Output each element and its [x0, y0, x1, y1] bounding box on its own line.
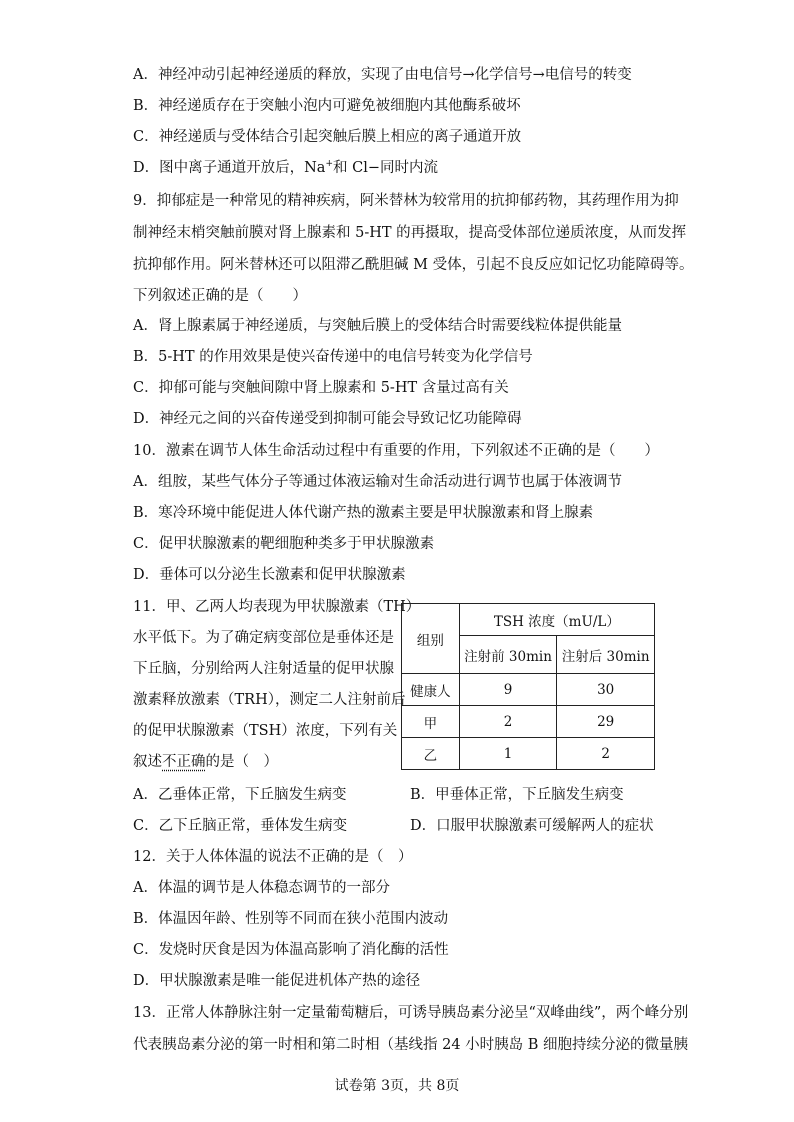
- q11-stem-line-5: 的促甲状腺激素（TSH）浓度，下列有关: [133, 723, 398, 739]
- q10-stem: 10．激素在调节人体生命活动过程中有重要的作用，下列叙述不正确的是（ ）: [133, 443, 659, 459]
- table-row: [402, 738, 655, 770]
- q11-option-a: A．乙垂体正常，下丘脑发生病变: [133, 787, 347, 803]
- q9-option-d: D．神经元之间的兴奋传递受到抑制可能会导致记忆功能障碍: [133, 411, 522, 427]
- q9-stem-line-3: 抗抑郁作用。阿米替林还可以阻滞乙酰胆碱 M 受体，引起不良反应如记忆功能障碍等。: [133, 257, 694, 273]
- q8-option-d-superscript: +: [325, 159, 334, 170]
- q12-stem: 12．关于人体体温的说法不正确的是（ ）: [133, 849, 413, 865]
- q12-option-a: A．体温的调节是人体稳态调节的一部分: [133, 880, 390, 896]
- q9-option-a: A．肾上腺素属于神经递质，与突触后膜上的受体结合时需要线粒体提供能量: [133, 318, 622, 334]
- q10-option-d: D．垂体可以分泌生长激素和促甲状腺激素: [133, 567, 406, 583]
- q11-stem-line-2: 水平低下。为了确定病变部位是垂体还是: [133, 630, 394, 646]
- table-header-tsh: TSH 浓度（mU/L）: [459, 604, 654, 636]
- tsh-table: [401, 603, 655, 770]
- q9-option-c: C．抑郁可能与突触间隙中肾上腺素和 5-HT 含量过高有关: [133, 380, 509, 396]
- table-cell-after: 30: [557, 674, 655, 706]
- q10-option-a: A．组胺，某些气体分子等通过体液运输对生命活动进行调节也属于体液调节: [133, 474, 622, 490]
- q11-stem-text-post: 的是（ ）: [205, 754, 278, 770]
- q10-option-c: C．促甲状腺激素的靶细胞种类多于甲状腺激素: [133, 536, 435, 552]
- q8-option-c: C．神经递质与受体结合引起突触后膜上相应的离子通道开放: [133, 129, 522, 145]
- q11-stem-line-4: 激素释放激素（TRH），测定二人注射前后: [133, 692, 406, 708]
- table-row: [402, 674, 655, 706]
- table-row: [402, 706, 655, 738]
- q9-stem-line-4: 下列叙述正确的是（ ）: [133, 288, 307, 304]
- q9-stem-line-1: 9．抑郁症是一种常见的精神疾病，阿米替林为较常用的抗抑郁药物，其药理作用为抑: [133, 193, 679, 209]
- table-cell-before: 9: [459, 674, 557, 706]
- table-cell-after: 29: [557, 706, 655, 738]
- q11-emphasis-not-correct: 不正确: [162, 754, 206, 770]
- q11-option-c: C．乙下丘脑正常，垂体发生病变: [133, 818, 348, 834]
- q11-option-b: B．甲垂体正常，下丘脑发生病变: [410, 787, 624, 803]
- q9-option-b: B．5-HT 的作用效果是使兴奋传递中的电信号转变为化学信号: [133, 349, 533, 365]
- table-cell-before: 2: [459, 706, 557, 738]
- table-cell-after: 2: [557, 738, 655, 770]
- table-header-after: 注射后 30min: [557, 636, 655, 674]
- q13-stem-line-1: 13．正常人体静脉注射一定量葡萄糖后，可诱导胰岛素分泌呈“双峰曲线”，两个峰分别: [133, 1005, 689, 1021]
- q9-stem-line-2: 制神经末梢突触前膜对肾上腺素和 5-HT 的再摄取，提高受体部位递质浓度，从而发挥: [133, 225, 687, 241]
- q11-stem-line-1: 11．甲、乙两人均表现为甲状腺激素（TH）: [133, 599, 421, 615]
- table-cell-group: 乙: [402, 738, 460, 770]
- page-footer: 试卷第 3页，共 8页: [334, 1078, 460, 1094]
- q11-option-d: D．口服甲状腺激素可缓解两人的症状: [410, 818, 654, 834]
- q8-option-d-text-post: 和 Cl−同时内流: [333, 160, 439, 176]
- q12-option-b: B．体温因年龄、性别等不同而在狭小范围内波动: [133, 911, 449, 927]
- q8-option-b: B．神经递质存在于突触小泡内可避免被细胞内其他酶系破坏: [133, 98, 521, 114]
- table-header-group: 组别: [402, 604, 460, 674]
- q12-option-c: C．发烧时厌食是因为体温高影响了消化酶的活性: [133, 942, 449, 958]
- q8-option-d-text-pre: D．图中离子通道开放后，Na: [133, 160, 326, 176]
- table-cell-group: 健康人: [402, 674, 460, 706]
- q10-option-b: B．寒冷环境中能促进人体代谢产热的激素主要是甲状腺激素和肾上腺素: [133, 505, 594, 521]
- q12-option-d: D．甲状腺激素是唯一能促进机体产热的途径: [133, 973, 421, 989]
- q11-stem-line-6: [133, 752, 278, 772]
- q13-stem-line-2: 代表胰岛素分泌的第一时相和第二时相（基线指 24 小时胰岛 B 细胞持续分泌的微量胰: [133, 1037, 689, 1053]
- q8-option-d: [133, 158, 438, 178]
- table-cell-group: 甲: [402, 706, 460, 738]
- q11-stem-line-3: 下丘脑，分别给两人注射适量的促甲状腺: [133, 661, 394, 677]
- table-header-before: 注射前 30min: [459, 636, 557, 674]
- q8-option-a: A．神经冲动引起神经递质的释放，实现了由电信号→化学信号→电信号的转变: [133, 67, 632, 83]
- q11-stem-text-pre: 叙述: [133, 754, 162, 770]
- table-cell-before: 1: [459, 738, 557, 770]
